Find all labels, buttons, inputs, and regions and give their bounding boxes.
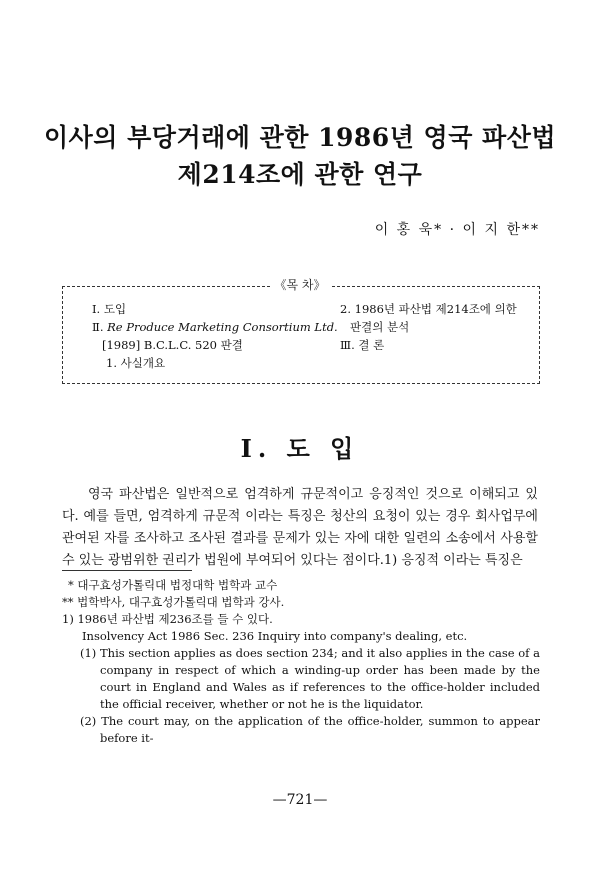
toc-heading-text: 《목 차》 xyxy=(271,278,330,292)
footnote-1-item-2: (2) The court may, on the application of the office-holder, summon to appear before it- xyxy=(80,714,540,745)
toc-item-case-name: Re Produce Marketing Consortium Ltd. xyxy=(107,320,338,334)
toc-item-case-number: Ⅱ. xyxy=(92,320,108,334)
toc-item-intro: Ⅰ. 도입 xyxy=(92,302,127,316)
paper-title-line-1: 이사의 부당거래에 관한 1986년 영국 파산법 xyxy=(44,123,556,152)
section-title: Ⅰ. 도 입 xyxy=(240,434,360,463)
footnote-divider xyxy=(62,570,192,571)
page-number: —721— xyxy=(272,792,328,808)
footnote-1: 1) 1986년 파산법 제236조를 들 수 있다. xyxy=(62,612,273,626)
toc-item-facts: 1. 사실개요 xyxy=(106,356,166,370)
authors: 이 홍 욱* · 이 지 한** xyxy=(374,222,540,238)
toc-item-case xyxy=(92,318,338,336)
footnote-1-item-1: (1) This section applies as does section 234; and it also applies in the case of a company in respect of which a winding-up order has been made by the court in England and Wales as if references to the office-holder included the official receiver, whether or not he is the liquidator. xyxy=(80,646,540,711)
toc-left-column xyxy=(92,300,338,372)
footnote-author-1: * 대구효성가톨릭대 법정대학 법학과 교수 xyxy=(68,578,278,592)
toc-item-case-citation: [1989] B.C.L.C. 520 판결 xyxy=(102,338,243,352)
toc-right-column xyxy=(340,300,517,354)
footnote-author-2: ** 법학박사, 대구효성가톨릭대 법학과 강사. xyxy=(62,595,285,609)
body-paragraph: 영국 파산법은 일반적으로 엄격하게 규문적이고 응징적인 것으로 이해되고 있다. 예를 들면, 엄격하게 규문적 이라는 특징은 청산의 요청이 있는 경우 회사업무에 관여된 자를 조사하고 조사된 결과를 문제가 있는 자에 대한 일련의 소송에서 사용할 수 있는 광범위한 권리가 법원에 부여되어 있다는 점이다.1) 응징적 이라는 특징은 xyxy=(62,487,538,568)
toc-item-analysis: 2. 1986년 파산법 제214조에 의한 xyxy=(340,302,517,316)
footnote-1-heading: Insolvency Act 1986 Sec. 236 Inquiry into company's dealing, etc. xyxy=(82,629,468,643)
footnotes xyxy=(62,577,540,747)
toc-item-analysis-cont: 판결의 분석 xyxy=(350,320,410,334)
table-of-contents-heading xyxy=(0,276,600,293)
toc-item-conclusion: Ⅲ. 결 론 xyxy=(340,338,385,352)
paper-title-line-2: 제214조에 관한 연구 xyxy=(177,160,423,189)
